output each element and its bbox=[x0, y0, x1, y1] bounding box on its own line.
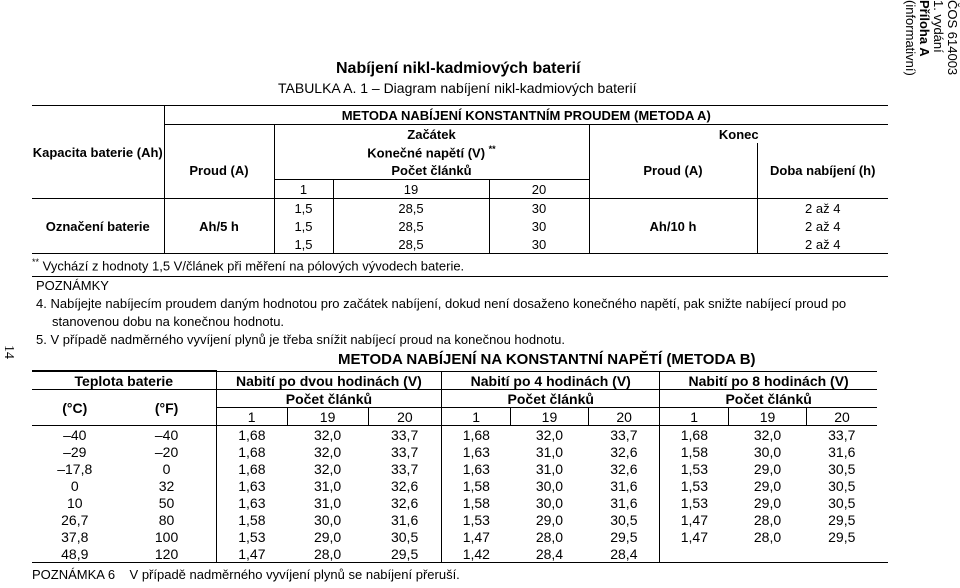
table-cell: 30,0 bbox=[535, 477, 564, 494]
table-cell: 80 bbox=[118, 511, 217, 528]
table-cell: 32,0 bbox=[313, 426, 342, 443]
table-cell: 1,47 bbox=[216, 545, 287, 563]
table-cell: –40 bbox=[63, 426, 87, 443]
table-cell: 120 bbox=[118, 545, 217, 563]
current-header: Proud (A) bbox=[164, 161, 274, 180]
table-cell: 32,6 bbox=[368, 477, 442, 494]
table-cell: 1,58 bbox=[462, 494, 490, 511]
table-cell: –20 bbox=[118, 443, 217, 460]
method-a-title: METODA NABÍJENÍ KONSTANTNÍM PROUDEM (METODA A) bbox=[164, 106, 888, 125]
fahrenheit-header: (°F) bbox=[118, 390, 217, 426]
ah10h-label: Ah/10 h bbox=[589, 217, 757, 235]
table-cell: 28,4 bbox=[510, 545, 588, 563]
table-cell: 1,68 bbox=[238, 443, 266, 460]
table-cell: 30,0 bbox=[535, 494, 564, 511]
table-cell: 31,0 bbox=[535, 443, 564, 460]
table-cell: 1,68 bbox=[238, 460, 266, 477]
table-cell: 33,7 bbox=[368, 426, 442, 444]
table-cell: 32,0 bbox=[753, 426, 782, 443]
table-cell: 1,47 bbox=[680, 528, 708, 545]
table-cell: 48,9 bbox=[32, 545, 118, 563]
start-header: Začátek bbox=[274, 125, 589, 144]
table-cell: 0 bbox=[70, 477, 79, 494]
table-cell: 31,0 bbox=[535, 460, 564, 477]
temperature-header: Teplota baterie bbox=[32, 372, 216, 390]
table-cell: 30,0 bbox=[753, 443, 782, 460]
group-8h-header: Nabití po 8 hodinách (V) bbox=[660, 372, 877, 390]
table-cell: 10 bbox=[66, 494, 83, 511]
table-row: 1,5 28,5 30 2 až 4 bbox=[32, 199, 888, 218]
table-cell: 33,7 bbox=[588, 426, 659, 444]
table-cell bbox=[660, 545, 729, 563]
table-cell: 30,5 bbox=[828, 477, 856, 494]
table-cell: 31,6 bbox=[588, 494, 659, 511]
table-cell: 30,0 bbox=[313, 511, 342, 528]
table-caption: TABULKA A. 1 – Diagram nabíjení nikl-kadmiových baterií bbox=[278, 80, 637, 96]
table-cell: –17,8 bbox=[57, 460, 93, 477]
table-cell: 29,0 bbox=[753, 477, 782, 494]
table-cell: 1,58 bbox=[462, 477, 490, 494]
table-cell: 1,53 bbox=[238, 528, 266, 545]
table-cell: 50 bbox=[118, 494, 217, 511]
notes-heading: POZNÁMKY bbox=[36, 278, 109, 293]
table-cell: 1,63 bbox=[462, 443, 490, 460]
table-cell: 1,53 bbox=[680, 460, 708, 477]
table-cell: 33,7 bbox=[368, 460, 442, 477]
table-cell bbox=[807, 545, 877, 563]
end-header: Konec bbox=[718, 126, 759, 142]
note-5: 5. V případě nadměrného vyvíjení plynů je třeba snížit nabíjecí proud na konečnou hodnotu. bbox=[36, 332, 566, 347]
table-cell: 32,0 bbox=[535, 426, 564, 443]
table-cell: 30,5 bbox=[368, 528, 442, 545]
table-cell: 28,0 bbox=[753, 528, 782, 545]
table-row bbox=[32, 494, 877, 511]
table-row: 1,5 28,5 30 2 až 4 bbox=[32, 235, 888, 254]
table-row bbox=[32, 443, 877, 460]
method-a-footnote: ** Vychází z hodnoty 1,5 V/článek při měření na pólových vývodech baterie. bbox=[32, 254, 888, 277]
battery-label: Označení baterie bbox=[32, 217, 164, 235]
table-cell: 1,53 bbox=[462, 511, 490, 528]
table-cell: 1,68 bbox=[462, 426, 490, 443]
table-cell: 1,47 bbox=[462, 528, 490, 545]
table-row bbox=[32, 477, 877, 494]
table-cell: 33,7 bbox=[828, 426, 856, 443]
page-number: 14 bbox=[1, 345, 16, 359]
final-voltage-header: Konečné napětí (V) ** bbox=[274, 143, 589, 161]
table-cell: 29,0 bbox=[753, 494, 782, 511]
table-cell: 32,0 bbox=[313, 460, 342, 477]
table-cell: 32,6 bbox=[588, 460, 659, 477]
cell-count-2h: Počet článků bbox=[216, 390, 442, 408]
table-cell: 1,68 bbox=[238, 426, 266, 443]
table-cell: 29,0 bbox=[313, 528, 342, 545]
table-row bbox=[32, 511, 877, 528]
table-cell: 29,5 bbox=[828, 511, 856, 528]
side-standard: ČOS 614003 bbox=[945, 0, 960, 76]
table-cell: 31,0 bbox=[313, 477, 342, 494]
table-cell: 1,58 bbox=[238, 511, 266, 528]
table-cell: 0 bbox=[118, 460, 217, 477]
table-cell: 32,6 bbox=[588, 443, 659, 460]
table-row: Označení baterie Ah/5 h 1,5 28,5 30 Ah/10 h 2 až 4 bbox=[32, 217, 888, 235]
table-cell: 1,58 bbox=[680, 443, 708, 460]
table-cell: 31,6 bbox=[588, 477, 659, 494]
table-cell: –40 bbox=[118, 426, 217, 444]
cell-count-header: Počet článků bbox=[274, 161, 589, 180]
end-current-header: Proud (A) bbox=[589, 161, 757, 180]
table-cell: 28,0 bbox=[753, 511, 782, 528]
table-row bbox=[32, 528, 877, 545]
table-cell: –29 bbox=[63, 443, 87, 460]
table-cell: 1,53 bbox=[680, 477, 708, 494]
table-cell: 29,5 bbox=[588, 528, 659, 545]
table-cell: 29,0 bbox=[753, 460, 782, 477]
table-cell: 28,0 bbox=[535, 528, 564, 545]
side-edition: 1. vydání bbox=[931, 0, 946, 53]
table-cell: 31,6 bbox=[368, 511, 442, 528]
table-cell: 31,0 bbox=[313, 494, 342, 511]
ah5h-label: Ah/5 h bbox=[164, 217, 274, 235]
charge-time-header: Doba nabíjení (h) bbox=[770, 162, 876, 178]
table-cell: 28,4 bbox=[588, 545, 659, 563]
table-cell: 1,63 bbox=[238, 494, 266, 511]
side-annex: Příloha A bbox=[917, 0, 932, 57]
side-annex-type: (informativní) bbox=[903, 0, 918, 76]
table-cell: 30,5 bbox=[588, 511, 659, 528]
note-4-line1: 4. Nabíjejte nabíjecím proudem daným hodnotou pro začátek nabíjení, dokud není dosaženo konečného napětí, pak snižte nabíjecí proud po bbox=[36, 296, 847, 311]
table-cell: 1,63 bbox=[238, 477, 266, 494]
table-cell: 100 bbox=[118, 528, 217, 545]
table-cell: 32 bbox=[118, 477, 217, 494]
page-title: Nabíjení nikl-kadmiových baterií bbox=[336, 60, 581, 77]
method-b-title: METODA NABÍJENÍ NA KONSTANTNÍ NAPĚTÍ (METODA B) bbox=[338, 350, 756, 368]
note-4-line2: stanovenou dobu na konečnou hodnotu. bbox=[52, 314, 285, 329]
table-row bbox=[32, 545, 877, 563]
table-cell: 1,47 bbox=[680, 511, 708, 528]
table-cell: 32,6 bbox=[368, 494, 442, 511]
table-cell: 1,53 bbox=[680, 494, 708, 511]
table-cell: 29,5 bbox=[368, 545, 442, 563]
method-a-table bbox=[32, 105, 888, 277]
table-cell: 29,5 bbox=[828, 528, 856, 545]
table-cell: 33,7 bbox=[368, 443, 442, 460]
table-cell: 30,5 bbox=[828, 460, 856, 477]
table-cell: 26,7 bbox=[61, 511, 89, 528]
method-b-table: METODA NABÍJENÍ NA KONSTANTNÍ NAPĚTÍ (METODA B) Teplota baterie Nabití po dvou hodinách (V) Nabití po 4 hodinách (V) Nabití po 8 hodinách (V) (°C) (°F) Počet článků Počet článků Počet článků 1 19 20 1 19 20 1 19 20 –40 –40 1,68 32,0 33,7 1,68 32,0 33,7 1,68 32,0 33,7 –29 –20 1,68 32,0 33,7 1,63 31,0 32,6 1,58 30,0 31,6 –17,8 0 1,68 32,0 33,7 1,63 31,0 32,6 1,53 29,0 30,5 0 32 1,63 31,0 32,6 1,58 30,0 31,6 1,53 29,0 30,5 10 50 1,63 31,0 32,6 1,58 30,0 31,6 1,53 29,0 30,5 26,7 80 1,58 30,0 31,6 1,53 29,0 30,5 1,47 28,0 29,5 37,8 100 1,53 29,0 30,5 1,47 28,0 29,5 1,47 28,0 29,5 48,9 120 1,47 28,0 29,5 1,42 28,4 28,4 bbox=[32, 370, 877, 563]
table-cell: 32,0 bbox=[313, 443, 342, 460]
table-cell: 1,42 bbox=[442, 545, 511, 563]
celsius-header: (°C) bbox=[32, 390, 118, 426]
table-cell: 30,5 bbox=[828, 494, 856, 511]
table-cell: 31,6 bbox=[828, 443, 856, 460]
table-row bbox=[32, 426, 877, 444]
capacity-header: Kapacita baterie (Ah) bbox=[32, 125, 164, 180]
group-2h-header: Nabití po dvou hodinách (V) bbox=[216, 372, 442, 390]
table-cell bbox=[729, 545, 807, 563]
table-cell: 37,8 bbox=[61, 528, 89, 545]
cell-count-8h: Počet článků bbox=[660, 390, 877, 408]
table-row bbox=[32, 460, 877, 477]
table-cell: 29,0 bbox=[535, 511, 564, 528]
cell-count-4h: Počet článků bbox=[442, 390, 660, 408]
cells-1: 1 bbox=[274, 180, 333, 199]
group-4h-header: Nabití po 4 hodinách (V) bbox=[442, 372, 660, 390]
cells-20: 20 bbox=[489, 180, 589, 199]
note-6: POZNÁMKA 6 V případě nadměrného vyvíjení plynů se nabíjení přeruší. bbox=[32, 562, 888, 582]
cells-19: 19 bbox=[333, 180, 489, 199]
table-cell: 1,68 bbox=[680, 426, 708, 443]
table-cell: 28,0 bbox=[287, 545, 368, 563]
table-cell: 1,63 bbox=[462, 460, 490, 477]
